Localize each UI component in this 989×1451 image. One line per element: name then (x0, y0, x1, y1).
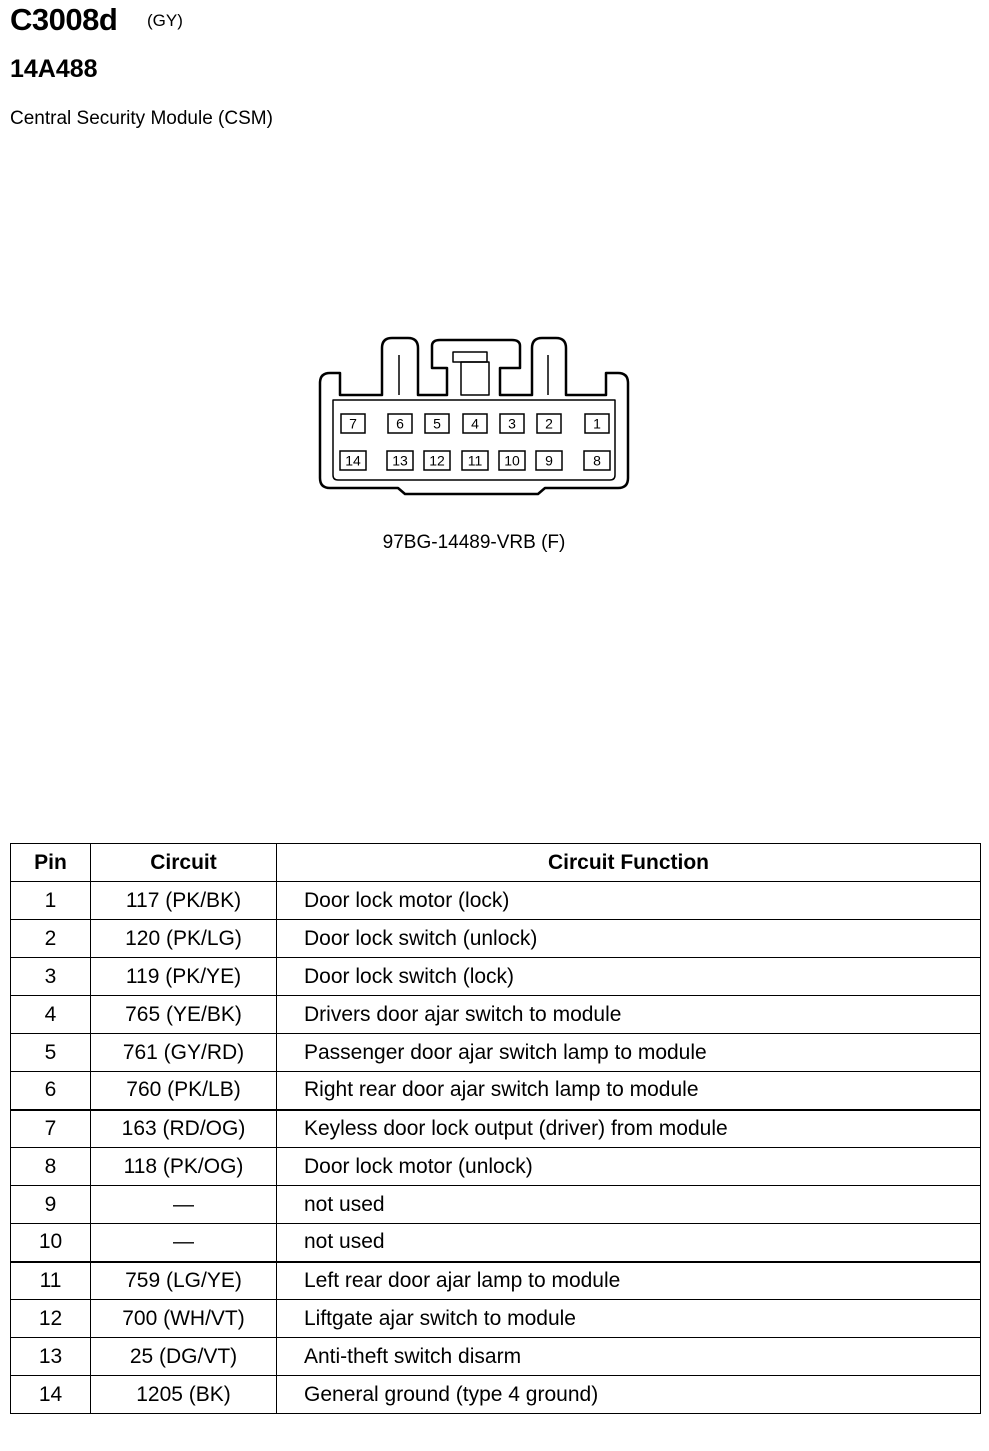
circuit-function-cell: Door lock switch (unlock) (277, 920, 981, 958)
pin-row-bottom (340, 451, 610, 470)
table-header-row (11, 844, 981, 882)
table-row (11, 1186, 981, 1224)
table-row (11, 1300, 981, 1338)
circuit-cell: 117 (PK/BK) (91, 882, 277, 920)
circuit-cell: 765 (YE/BK) (91, 996, 277, 1034)
circuit-cell: 1205 (BK) (91, 1376, 277, 1414)
pin-number-label: 3 (508, 415, 516, 432)
pin-cavity-10 (499, 451, 525, 470)
table-row (11, 1110, 981, 1148)
pin-cavity-11 (462, 451, 488, 470)
circuit-cell: 759 (LG/YE) (91, 1262, 277, 1300)
table-row (11, 1072, 981, 1110)
circuit-function-cell: Drivers door ajar switch to module (277, 996, 981, 1034)
pin-cavity-8 (584, 451, 610, 470)
circuit-cell: 119 (PK/YE) (91, 958, 277, 996)
circuit-function-cell: Liftgate ajar switch to module (277, 1300, 981, 1338)
table-row (11, 1034, 981, 1072)
circuit-cell: — (91, 1224, 277, 1262)
circuit-cell: 120 (PK/LG) (91, 920, 277, 958)
circuit-function-cell: Anti-theft switch disarm (277, 1338, 981, 1376)
pin-cavity-12 (424, 451, 450, 470)
circuit-function-cell: Passenger door ajar switch lamp to module (277, 1034, 981, 1072)
pin-cell: 4 (11, 996, 91, 1034)
pin-number-label: 6 (396, 415, 404, 432)
pin-cell: 5 (11, 1034, 91, 1072)
pin-number-label: 8 (593, 452, 601, 469)
pin-number-label: 9 (545, 452, 553, 469)
header-pin: Pin (11, 844, 91, 882)
circuit-cell: 761 (GY/RD) (91, 1034, 277, 1072)
pin-cell: 13 (11, 1338, 91, 1376)
pin-number-label: 2 (545, 415, 553, 432)
pin-cavity-9 (536, 451, 562, 470)
table-row (11, 1148, 981, 1186)
pin-cell: 14 (11, 1376, 91, 1414)
pinout-table (10, 843, 981, 1414)
pin-cell: 12 (11, 1300, 91, 1338)
table-row (11, 996, 981, 1034)
table-row (11, 1338, 981, 1376)
circuit-cell: 700 (WH/VT) (91, 1300, 277, 1338)
table-row (11, 958, 981, 996)
latch-tab (453, 352, 487, 362)
pin-cell: 6 (11, 1072, 91, 1110)
circuit-function-cell: not used (277, 1186, 981, 1224)
header-circuit-function: Circuit Function (277, 844, 981, 882)
pin-cavity-13 (387, 451, 413, 470)
circuit-cell: 25 (DG/VT) (91, 1338, 277, 1376)
pin-cell: 9 (11, 1186, 91, 1224)
pin-cavity-2 (537, 414, 561, 433)
pin-cavity-3 (500, 414, 524, 433)
pin-cavity-5 (425, 414, 449, 433)
part-number: 14A488 (10, 55, 98, 83)
circuit-function-cell: Keyless door lock output (driver) from module (277, 1110, 981, 1148)
latch-window (461, 362, 489, 395)
circuit-function-cell: Door lock motor (unlock) (277, 1148, 981, 1186)
module-description: Central Security Module (CSM) (10, 108, 273, 129)
pin-number-label: 11 (467, 452, 483, 469)
circuit-function-cell: General ground (type 4 ground) (277, 1376, 981, 1414)
connector-face-diagram (300, 325, 650, 515)
connector-part-label: 97BG-14489-VRB (F) (382, 532, 566, 553)
pin-number-label: 10 (504, 452, 520, 469)
pin-cavity-6 (388, 414, 412, 433)
pin-cell: 1 (11, 882, 91, 920)
pin-cell: 3 (11, 958, 91, 996)
pin-cavity-4 (463, 414, 487, 433)
circuit-function-cell: Left rear door ajar lamp to module (277, 1262, 981, 1300)
pin-number-label: 12 (429, 452, 445, 469)
pin-cavity-14 (340, 451, 366, 470)
pin-number-label: 1 (593, 415, 601, 432)
circuit-cell: — (91, 1186, 277, 1224)
pin-cell: 7 (11, 1110, 91, 1148)
pin-row-top (341, 414, 609, 433)
pin-number-label: 5 (433, 415, 441, 432)
pin-cavity-1 (585, 414, 609, 433)
table-row (11, 1224, 981, 1262)
table-row (11, 882, 981, 920)
connector-id: C3008d (10, 2, 118, 37)
circuit-function-cell: Door lock motor (lock) (277, 882, 981, 920)
pin-number-label: 7 (349, 415, 357, 432)
pin-number-label: 14 (345, 452, 361, 469)
table-row (11, 920, 981, 958)
circuit-function-cell: Right rear door ajar switch lamp to module (277, 1072, 981, 1110)
pin-cavity-7 (341, 414, 365, 433)
pin-number-label: 13 (392, 452, 408, 469)
pin-number-label: 4 (471, 415, 479, 432)
circuit-cell: 163 (RD/OG) (91, 1110, 277, 1148)
circuit-function-cell: Door lock switch (lock) (277, 958, 981, 996)
pin-cell: 2 (11, 920, 91, 958)
pin-cell: 8 (11, 1148, 91, 1186)
pin-cell: 11 (11, 1262, 91, 1300)
connector-color-code: (GY) (147, 11, 183, 30)
table-row (11, 1376, 981, 1414)
circuit-cell: 118 (PK/OG) (91, 1148, 277, 1186)
table-row (11, 1262, 981, 1300)
header-circuit: Circuit (91, 844, 277, 882)
circuit-cell: 760 (PK/LB) (91, 1072, 277, 1110)
pin-cell: 10 (11, 1224, 91, 1262)
circuit-function-cell: not used (277, 1224, 981, 1262)
